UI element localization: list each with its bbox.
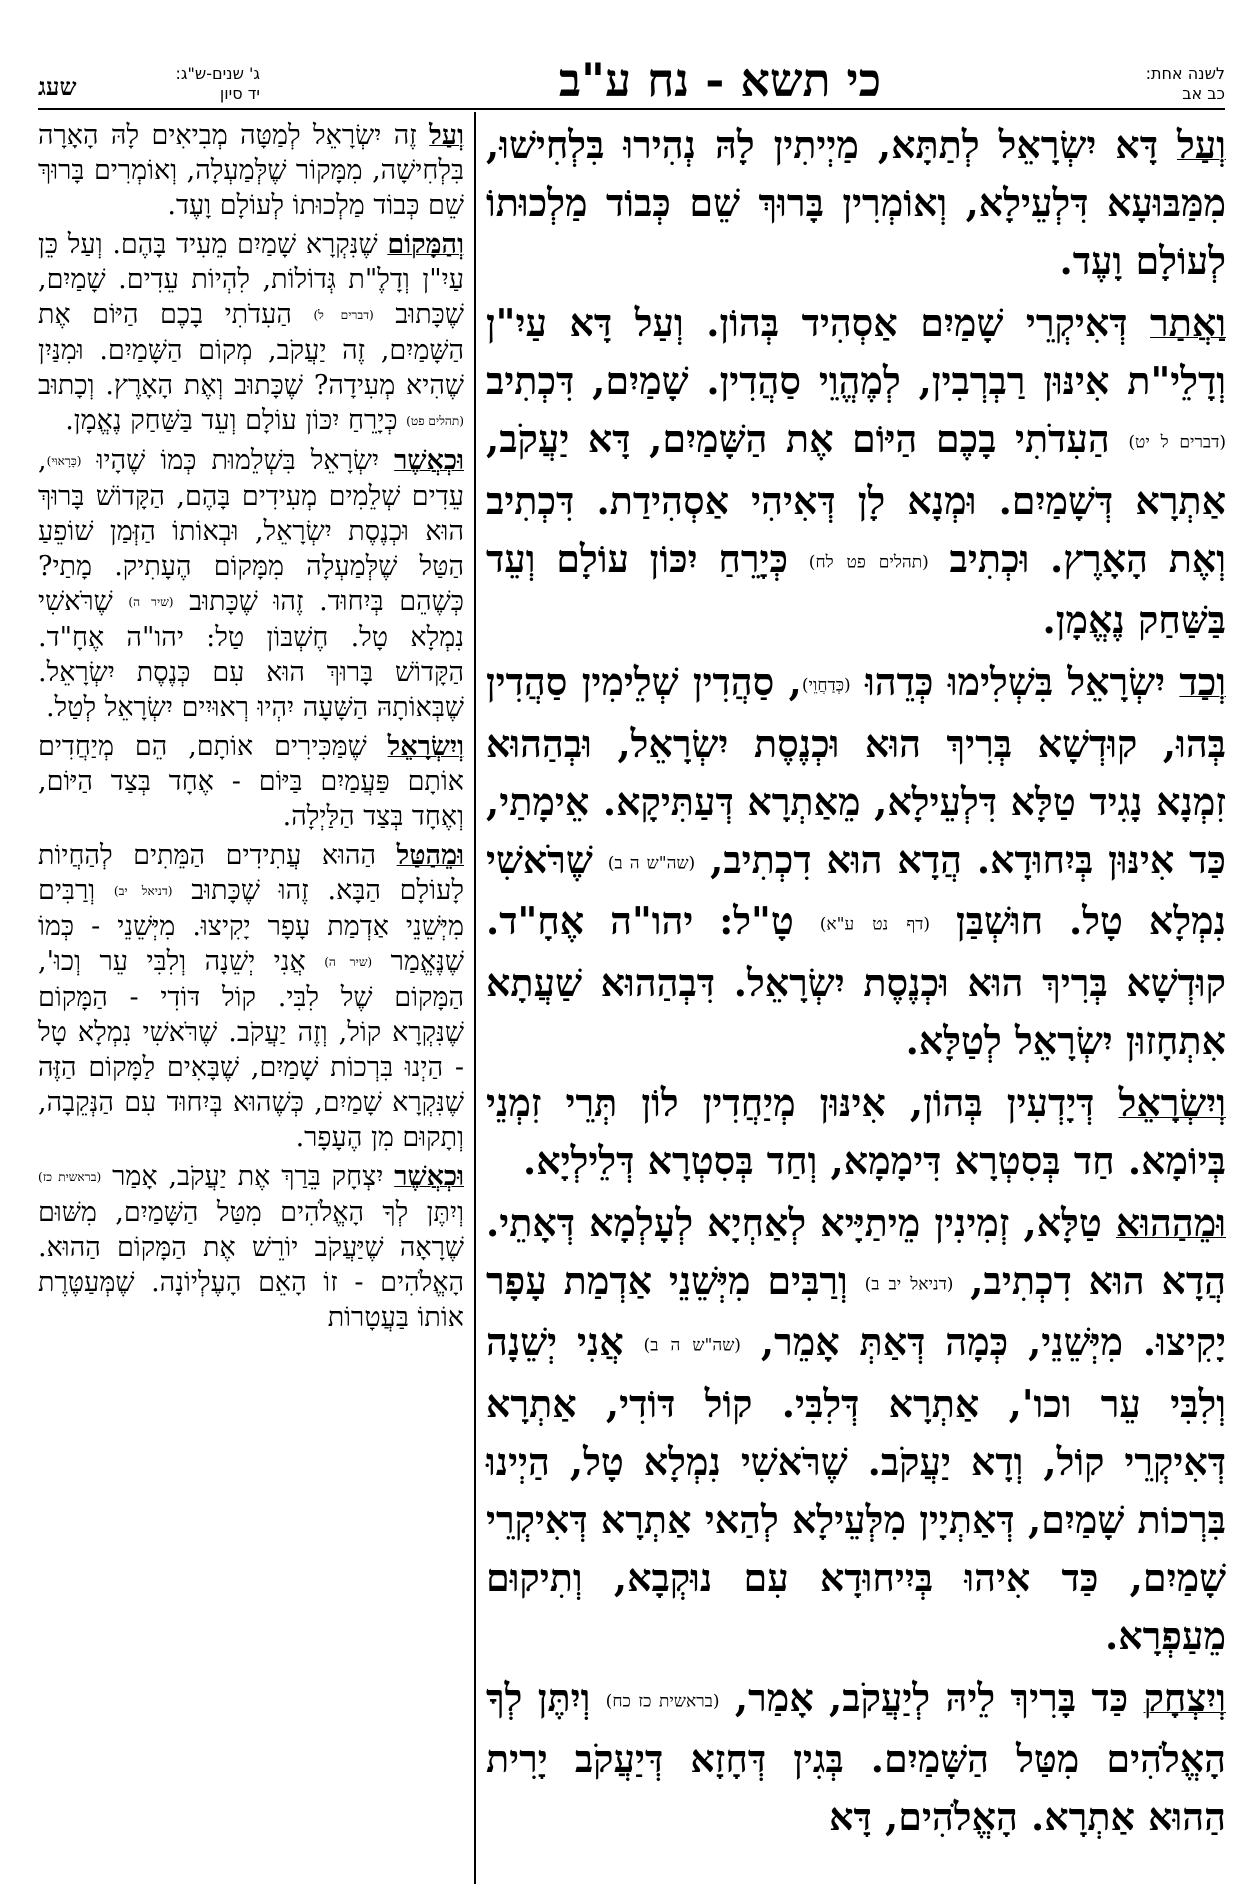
translation-paragraph <box>38 838 464 1155</box>
paragraph-lead-word: וְיִשְׂרָאֵל <box>387 731 464 762</box>
paragraph-text: כְּיָרֵחַ יִכּוֹן עוֹלָם וְעֵד בַּשַּׁחַק נֶאֱמָן. <box>486 535 1226 642</box>
column-divider <box>474 112 476 1884</box>
paragraph-text: שֶׁרֹּאשִׁי נִמְלָא טָל. חוּשְׁבַּן <box>486 836 1226 943</box>
paragraph-text: טָ"ל: יהו"ה אֶחָ"ד. קוּדְשָׁא בְּרִיךְ הוּא וּכְנֶסֶת יִשְׂרָאֵל. דִּבְהַהוּא שַׁעֲתָא אִתְחָזוּן יִשְׂרָאֵל לְטַלָּא. <box>486 898 1226 1063</box>
paragraph-text: וְרַבִּים מִיְּשֵׁנֵי אַדְמַת עָפָר יָקִיצוּ. מִיְּשֵׁנֵי, כְּמָה דְּאַתְּ אָמֵר, <box>486 1257 1226 1364</box>
paragraph-text: וְיִתֶּן לְךָ הָאֱלֹהִים מִטַּל הַשָּׁמַיִם, מִשּׁוּם שֶׁרָאָה שֶׁיַּעֲקֹב יוֹרֵשׁ אֶת הַמָּקוֹם הַהוּא. הָאֱלֹהִים - זוֹ הָאֵם הָעֶלְיוֹנָה. שֶׁמְּעַטֶּרֶת אוֹתוֹ בַּעֲטָרוֹת <box>38 1197 464 1333</box>
header-divider <box>38 108 1225 110</box>
main-paragraph <box>486 1669 1226 1847</box>
paragraph-text: אֲנִי יְשֵׁנָה וְלִבִּי עֵר וכו', אַתְרָא דְּלִבִּי. קוֹל דּוֹדִי, אַתְרָא דְּאִיקְרֵי קוֹל, וְדָא יַעֲקֹב. שֶׁרֹּאשִׁי נִמְלָא טָל, הַיְינוּ בִּרְכוֹת שָׁמַיִם, דְּאַתְיָין מִלְּעֵילָא לְהַאי אַתְרָא דְּאִיקְרֵי שָׁמַיִם, כַּד אִיהוּ בְּיִיחוּדָא עִם נוּקְבָא, וְתִיקוּם מֵעַפְרָא. <box>486 1319 1226 1658</box>
paragraph-text: אֲנִי יְשֵׁנָה וְלִבִּי עֵר וְכוּ', הַמָּקוֹם שֶׁל לִבִּי. קוֹל דּוֹדִי - הַמָּקוֹם שֶׁנִּקְרָא קוֹל, וְזֶה יַעֲקֹב. שֶׁרֹּאשִׁי נִמְלָא טָל - הַיְנוּ בִּרְכוֹת שָׁמַיִם, שֶׁבָּאִים לַמָּקוֹם הַזֶּה שֶׁנִּקְרָא שָׁמַיִם, כְּשֶׁהוּא בְּיִחוּד עִם הַנְּקֵבָה, וְתָקוּם מִן הֶעָפָר. <box>38 946 464 1153</box>
source-reference: (שה"ש ה ב) <box>643 1335 741 1356</box>
paragraph-text: הַהוּא עֲתִידִים הַמֵּתִים לְהַחֲיוֹת לָעוֹלָם הַבָּא. זֶהוּ שֶׁכָּתוּב <box>38 840 464 906</box>
paragraph-text: שֶׁנִּקְרָא שָׁמַיִם מֵעִיד בָּהֶם. וְעַל כֵּן עַיִ"ן וְדָלֶ"ת גְּדוֹלוֹת, לִהְיוֹת עֵדִים. שָׁמַיִם, שֶׁכָּתוּב <box>38 229 464 330</box>
source-reference: (דניאל יב) <box>113 884 173 898</box>
paragraph-text: וְיִתֶּן לְךָ הָאֱלֹהִים מִטַּל הַשָּׁמַיִם. בְּגִין דְּחָזָא דְּיַעֲקֹב יָרִית הַהוּא אַתְרָא. הָאֱלֹהִים, דָּא <box>486 1674 1226 1839</box>
paragraph-text: וְרַבִּים מִיְּשֵׁנֵי אַדְמַת עָפָר יָקִיצוּ. מִיְּשֵׁנֵי - כְּמוֹ שֶׁנֶּאֱמַר <box>38 875 465 977</box>
source-reference: (בראשית כז כח) <box>605 1691 720 1711</box>
translation-paragraph <box>38 118 464 223</box>
translation-paragraph <box>38 443 464 725</box>
source-reference: (שיר ה) <box>128 595 174 609</box>
source-reference: (כְּדַחֲוֵי) <box>801 675 851 696</box>
source-reference: (דברים ל) <box>313 308 374 322</box>
paragraph-text: שֶׁמַּכִּירִים אוֹתָם, הֵם מְיַחֲדִים אוֹתָם פַּעֲמַיִם בַּיּוֹם - אֶחָד בְּצַד הַיּוֹם, וְאֶחָד בְּצַד הַלַּיְלָה. <box>38 731 464 832</box>
paragraph-text: טַלָּא, זְמִינִין מֵיתַיָּיא לְאַחְיָא לְעָלְמָא דְּאָתֵי. הֲדָא הוּא דִכְתִיב, <box>486 1199 1226 1303</box>
paragraph-text: יִצְחָק בֵּרַךְ אֶת יַעֲקֹב, אָמַר <box>101 1161 395 1192</box>
source-reference: (שיר ה) <box>324 955 373 969</box>
main-paragraph <box>486 653 1226 1070</box>
main-paragraph <box>486 294 1226 649</box>
paragraph-text: כַּד בָּרִיךְ לֵיהּ לְיַעֲקֹב, אָמַר, <box>719 1674 1144 1720</box>
paragraph-lead-word: וּמֵהַהוּא <box>1115 1199 1226 1245</box>
page-header <box>0 0 1253 107</box>
paragraph-text: דְּאִיקְרֵי שָׁמַיִם אַסְהִיד בְּהוֹן. וְעַל דָּא עַיִ"ן וְדָלֵי"ת אִינּוּן רַבְרְבִין, לְמֶהֱוֵי סַהֲדִין. שָׁמַיִם, דִּכְתִיב <box>486 300 1226 403</box>
translation-column <box>38 118 464 1339</box>
source-reference: (תהלים פט) <box>406 414 464 428</box>
source-reference: (דברים ל יט) <box>1128 432 1226 453</box>
paragraph-text: , עֵדִים שְׁלֵמִים מְעִידִים בָּהֶם, הַקָּדוֹשׁ בָּרוּךְ הוּא וּכְנֶסֶת יִשְׂרָאֵל, וּבְאוֹתוֹ הַזְּמַן שׁוֹפֵעַ הַטַּל שֶׁלְּמַעְלָה מִמָּקוֹם הֶעָתִיק. מָתַי? כְּשֶׁהֵם בְּיִחוּד. זֶהוּ שֶׁכָּתוּב <box>38 445 464 617</box>
translation-paragraph <box>38 227 464 439</box>
source-reference: (תהלים פט לח) <box>808 552 929 572</box>
schedule-label-3y: ג' שנים-ש"ג: <box>175 64 260 83</box>
paragraph-text: דָּא יִשְׂרָאֵל לְתַתָּא, מַיְיתִין לָהּ נְהִירוּ בִּלְחִישׁוּ, מִמַּבּוּעָא דִּלְעֵילָא, וְאוֹמְרִין בָּרוּךְ שֵׁם כְּבוֹד מַלְכוּתוֹ לְעוֹלָם וָעֶד. <box>486 122 1226 283</box>
main-paragraph <box>486 1194 1226 1665</box>
paragraph-lead-word: וַאֲתַר <box>1150 300 1226 345</box>
paragraph-lead-word: וְהַמָּקוֹם <box>387 229 464 260</box>
paragraph-text: יִשְׂרָאֵל בִּשְׁלִימוּ כְּדֵהוּ <box>850 659 1180 704</box>
schedule-date-3y: יד סיון <box>219 84 260 103</box>
page-title: כי תשא - נח ע"ב <box>558 53 882 107</box>
source-reference: (שה"ש ה ב) <box>607 853 696 873</box>
paragraph-text: יִשְׂרָאֵל בִּשְׁלֵמוּת כְּמוֹ שֶׁהָיוּ <box>81 445 395 476</box>
paragraph-lead-word: וּכְאֲשֶׁר <box>394 445 464 476</box>
paragraph-lead-word: וְעַל <box>429 120 464 151</box>
main-text-column <box>486 116 1226 1850</box>
translation-paragraph <box>38 729 464 834</box>
main-paragraph <box>486 1074 1226 1190</box>
paragraph-lead-word: וּמֵהַטַּל <box>396 840 464 871</box>
paragraph-text: , סַהֲדִין שְׁלֵימִין סַהֲדִין בְּהוּ, קוּדְשָׁא בְּרִיךְ הוּא וּכְנֶסֶת יִשְׂרָאֵל, וּבְהַהוּא זִמְנָא נָגִיד טַלָּא דִּלְעֵילָא, מֵאַתְרָא דְּעַתִּיקָא. אֵימָתַי, כַּד אִינּוּן בְּיִחוּדָא. הֲדָא הוּא דִכְתִיב, <box>486 659 1226 882</box>
source-reference: (דף נט ע"א) <box>819 914 931 935</box>
paragraph-lead-word: וְכַד <box>1179 659 1226 704</box>
main-paragraph <box>486 116 1226 290</box>
source-reference: (דניאל יב ב) <box>864 1274 954 1294</box>
study-schedule-three-years <box>100 64 260 104</box>
source-reference: (בראשית כז) <box>38 1170 102 1184</box>
paragraph-text: זֶה יִשְׂרָאֵל לְמַטָּה מְבִיאִים לָהּ הָאָרָה בִּלְחִישָׁה, מִמָּקוֹר שֶׁלְּמַעְלָה, וְאוֹמְרִים בָּרוּךְ שֵׁם כְּבוֹד מַלְכוּתוֹ לְעוֹלָם וָעֶד. <box>38 120 464 221</box>
schedule-label: לשנה אחת: <box>1145 64 1225 83</box>
paragraph-text: שֶׁרֹּאשִׁי נִמְלָא טָל. חֶשְׁבּוֹן טַל: יהו"ה אֶחָ"ד. הַקָּדוֹשׁ בָּרוּךְ הוּא עִם כְּנֶסֶת יִשְׂרָאֵל. שֶׁבְּאוֹתָהּ הַשָּׁעָה יִהְיוּ רְאוּיִים יִשְׂרָאֵל לְטַל. <box>38 586 464 723</box>
translation-paragraph <box>38 1159 464 1335</box>
paragraph-lead-word: וּכְאֲשֶׁר <box>394 1161 465 1192</box>
paragraph-text: הַעִדֹתִי בָכֶם הַיּוֹם אֶת הַשָּׁמַיִם, זֶה יַעֲקֹב, מְקוֹם הַשָּׁמַיִם. וּמִנַּיִן שֶׁהִיא מְעִידָה? שֶׁכָּתוּב וְאֶת הָאָרֶץ. וְכָתוּב <box>38 299 464 401</box>
paragraph-text: הַעִדֹתִי בָכֶם הַיּוֹם אֶת הַשָּׁמַיִם, דָּא יַעֲקֹב, אַתְרָא דְּשָׁמַיִם. וּמְנָא לָן דְּאִיהִי אַסְהִידַת. דִּכְתִיב וְאֶת הָאָרֶץ. וּכְתִיב <box>486 416 1227 581</box>
source-reference: (כָּרָאוּי) <box>46 454 82 468</box>
paragraph-lead-word: וְיִשְׂרָאֵל <box>1118 1079 1226 1125</box>
paragraph-lead-word: וְיִצְחָק <box>1143 1674 1226 1720</box>
schedule-date: כב אב <box>1182 84 1225 103</box>
page-number: שעג <box>38 72 77 101</box>
paragraph-lead-word: וְעַל <box>1176 122 1226 167</box>
study-schedule-one-year <box>1105 64 1225 104</box>
paragraph-text: כְּיָרֵחַ יִכּוֹן עוֹלָם וְעֵד בַּשַּׁחַק נֶאֱמָן. <box>65 405 407 436</box>
paragraph-text: דְּיָדְעִין בְּהוֹן, אִינּוּן מְיַחֲדִין לוֹן תְּרֵי זִמְנֵי בְּיוֹמָא. חַד בְּסִטְרָא דִּימָמָא, וְחַד בְּסִטְרָא דְּלֵילְיָא. <box>486 1079 1226 1183</box>
